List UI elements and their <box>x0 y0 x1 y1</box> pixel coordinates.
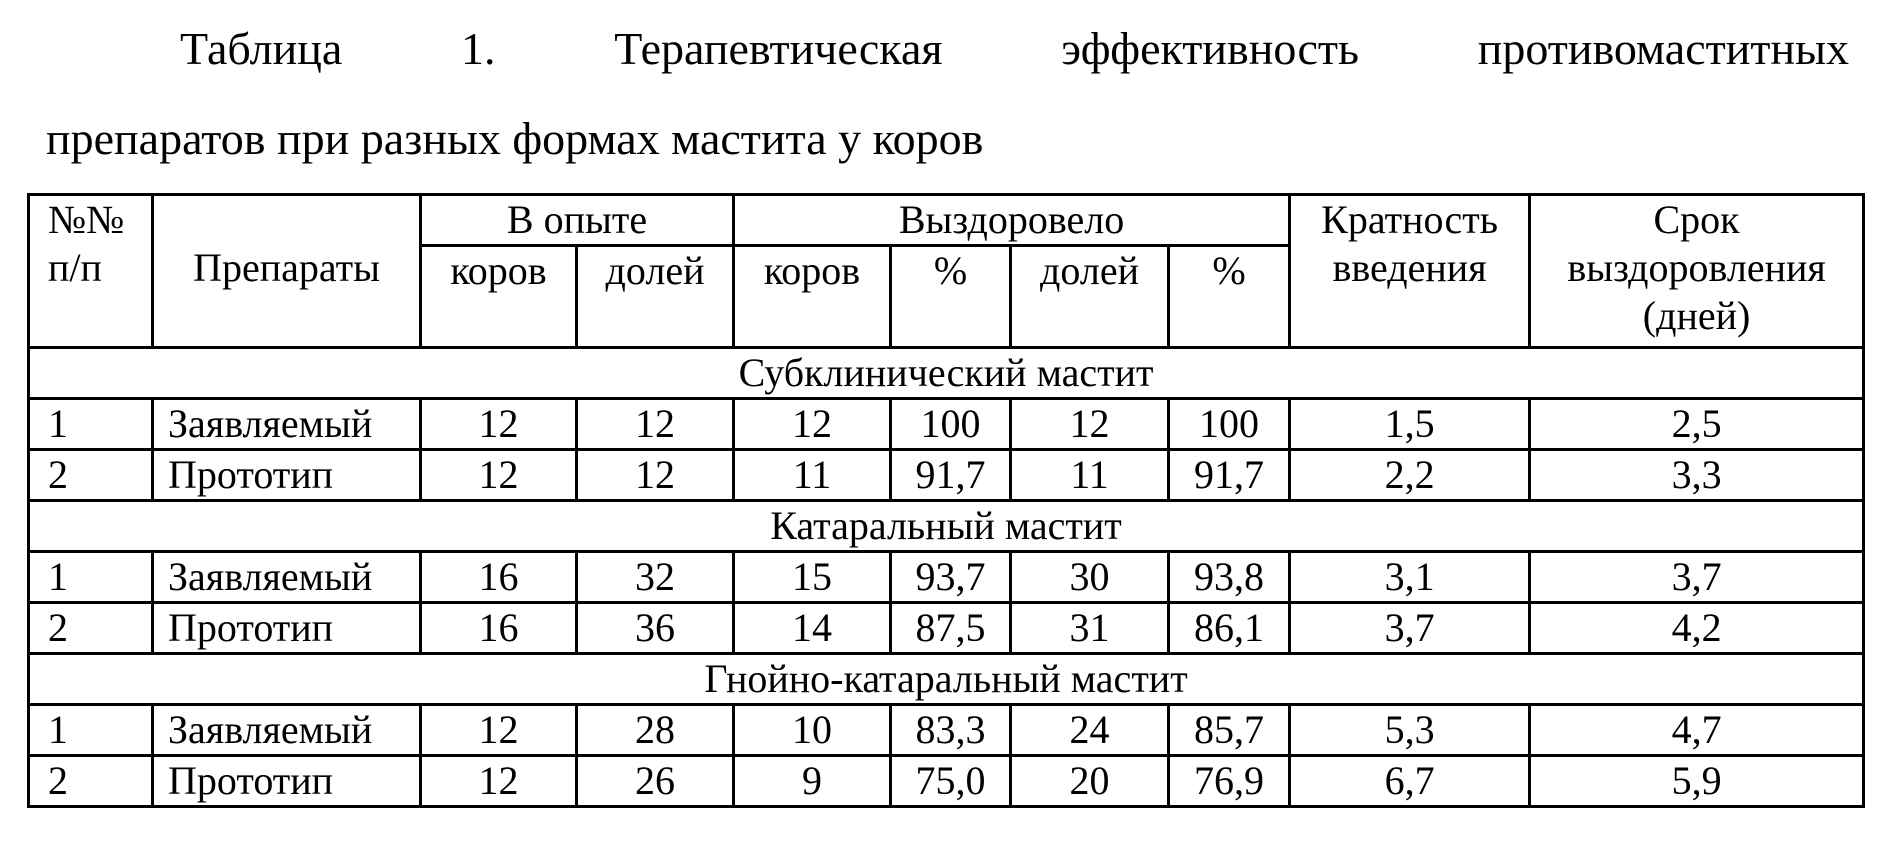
cell-rec-quarters: 30 <box>1011 552 1169 603</box>
cell-recovery-term: 3,3 <box>1530 450 1864 501</box>
caption-word: противомаститных <box>1477 23 1849 74</box>
cell-rec-cows-pct: 75,0 <box>891 756 1011 807</box>
header-rec-cows-pct: % <box>891 246 1011 348</box>
header-recovery-term <box>1530 195 1864 348</box>
cell-exp-quarters: 12 <box>577 399 734 450</box>
cell-exp-cows: 12 <box>421 450 577 501</box>
header-term-line3: (дней) <box>1642 293 1751 338</box>
cell-number: 1 <box>29 399 153 450</box>
cell-exp-quarters: 12 <box>577 450 734 501</box>
cell-preparation: Заявляемый <box>153 552 421 603</box>
cell-rec-cows: 10 <box>734 705 891 756</box>
cell-frequency: 2,2 <box>1290 450 1530 501</box>
cell-frequency: 5,3 <box>1290 705 1530 756</box>
cell-number: 2 <box>29 756 153 807</box>
header-preparations-label: Препараты <box>193 245 380 290</box>
header-frequency <box>1290 195 1530 348</box>
cell-number: 1 <box>29 552 153 603</box>
table-row <box>29 450 1864 501</box>
section-title: Гнойно-катаральный мастит <box>29 654 1864 705</box>
header-frequency-line2: введения <box>1332 245 1487 290</box>
cell-exp-quarters: 28 <box>577 705 734 756</box>
cell-rec-quarters: 20 <box>1011 756 1169 807</box>
efficacy-table <box>27 193 1865 808</box>
cell-rec-cows-pct: 91,7 <box>891 450 1011 501</box>
cell-frequency: 3,7 <box>1290 603 1530 654</box>
cell-rec-quarters-pct: 93,8 <box>1169 552 1290 603</box>
cell-rec-cows-pct: 83,3 <box>891 705 1011 756</box>
section-title: Катаральный мастит <box>29 501 1864 552</box>
cell-exp-cows: 16 <box>421 603 577 654</box>
caption-word: Таблица <box>180 23 343 74</box>
section-title: Субклинический мастит <box>29 348 1864 399</box>
cell-rec-cows-pct: 100 <box>891 399 1011 450</box>
cell-exp-cows: 12 <box>421 399 577 450</box>
cell-rec-quarters-pct: 86,1 <box>1169 603 1290 654</box>
cell-exp-quarters: 32 <box>577 552 734 603</box>
section-row <box>29 654 1864 705</box>
cell-exp-cows: 12 <box>421 756 577 807</box>
header-rec-cows: коров <box>734 246 891 348</box>
cell-rec-cows: 9 <box>734 756 891 807</box>
table-row <box>29 552 1864 603</box>
cell-rec-quarters: 24 <box>1011 705 1169 756</box>
section-row <box>29 501 1864 552</box>
table-caption-line2: препаратов при разных формах мастита у коров <box>46 113 984 164</box>
table-row <box>29 756 1864 807</box>
cell-rec-quarters-pct: 76,9 <box>1169 756 1290 807</box>
cell-rec-quarters-pct: 85,7 <box>1169 705 1290 756</box>
header-frequency-line1: Кратность <box>1321 197 1498 242</box>
cell-frequency: 1,5 <box>1290 399 1530 450</box>
header-recovered: Выздоровело <box>734 195 1290 246</box>
cell-rec-cows: 15 <box>734 552 891 603</box>
cell-recovery-term: 2,5 <box>1530 399 1864 450</box>
cell-recovery-term: 5,9 <box>1530 756 1864 807</box>
table-row <box>29 603 1864 654</box>
cell-rec-quarters: 31 <box>1011 603 1169 654</box>
cell-preparation: Прототип <box>153 603 421 654</box>
header-number-line1: №№ <box>48 197 125 242</box>
table-row <box>29 705 1864 756</box>
header-number-line2: п/п <box>48 245 102 290</box>
caption-word: эффективность <box>1061 23 1359 74</box>
cell-recovery-term: 4,7 <box>1530 705 1864 756</box>
caption-word: Терапевтическая <box>614 23 943 74</box>
cell-rec-cows-pct: 93,7 <box>891 552 1011 603</box>
header-rec-quarters-pct: % <box>1169 246 1290 348</box>
header-term-line2: выздоровления <box>1567 245 1826 290</box>
cell-preparation: Прототип <box>153 450 421 501</box>
cell-preparation: Заявляемый <box>153 399 421 450</box>
cell-recovery-term: 4,2 <box>1530 603 1864 654</box>
header-number <box>29 195 153 348</box>
cell-number: 1 <box>29 705 153 756</box>
cell-rec-quarters: 11 <box>1011 450 1169 501</box>
cell-number: 2 <box>29 603 153 654</box>
header-preparations <box>153 195 421 348</box>
cell-exp-quarters: 26 <box>577 756 734 807</box>
cell-rec-quarters: 12 <box>1011 399 1169 450</box>
header-rec-quarters: долей <box>1011 246 1169 348</box>
header-term-line1: Срок <box>1653 197 1740 242</box>
table-caption-line1 <box>180 20 1849 78</box>
cell-exp-quarters: 36 <box>577 603 734 654</box>
cell-frequency: 6,7 <box>1290 756 1530 807</box>
section-row <box>29 348 1864 399</box>
cell-preparation: Заявляемый <box>153 705 421 756</box>
cell-number: 2 <box>29 450 153 501</box>
caption-word: 1. <box>461 23 496 74</box>
header-row-top <box>29 195 1864 246</box>
cell-rec-cows: 14 <box>734 603 891 654</box>
cell-rec-cows-pct: 87,5 <box>891 603 1011 654</box>
cell-recovery-term: 3,7 <box>1530 552 1864 603</box>
header-exp-quarters: долей <box>577 246 734 348</box>
cell-preparation: Прототип <box>153 756 421 807</box>
table-row <box>29 399 1864 450</box>
header-exp-cows: коров <box>421 246 577 348</box>
cell-rec-cows: 12 <box>734 399 891 450</box>
cell-frequency: 3,1 <box>1290 552 1530 603</box>
cell-rec-quarters-pct: 100 <box>1169 399 1290 450</box>
cell-rec-quarters-pct: 91,7 <box>1169 450 1290 501</box>
cell-exp-cows: 12 <box>421 705 577 756</box>
cell-rec-cows: 11 <box>734 450 891 501</box>
cell-exp-cows: 16 <box>421 552 577 603</box>
header-in-experiment: В опыте <box>421 195 734 246</box>
